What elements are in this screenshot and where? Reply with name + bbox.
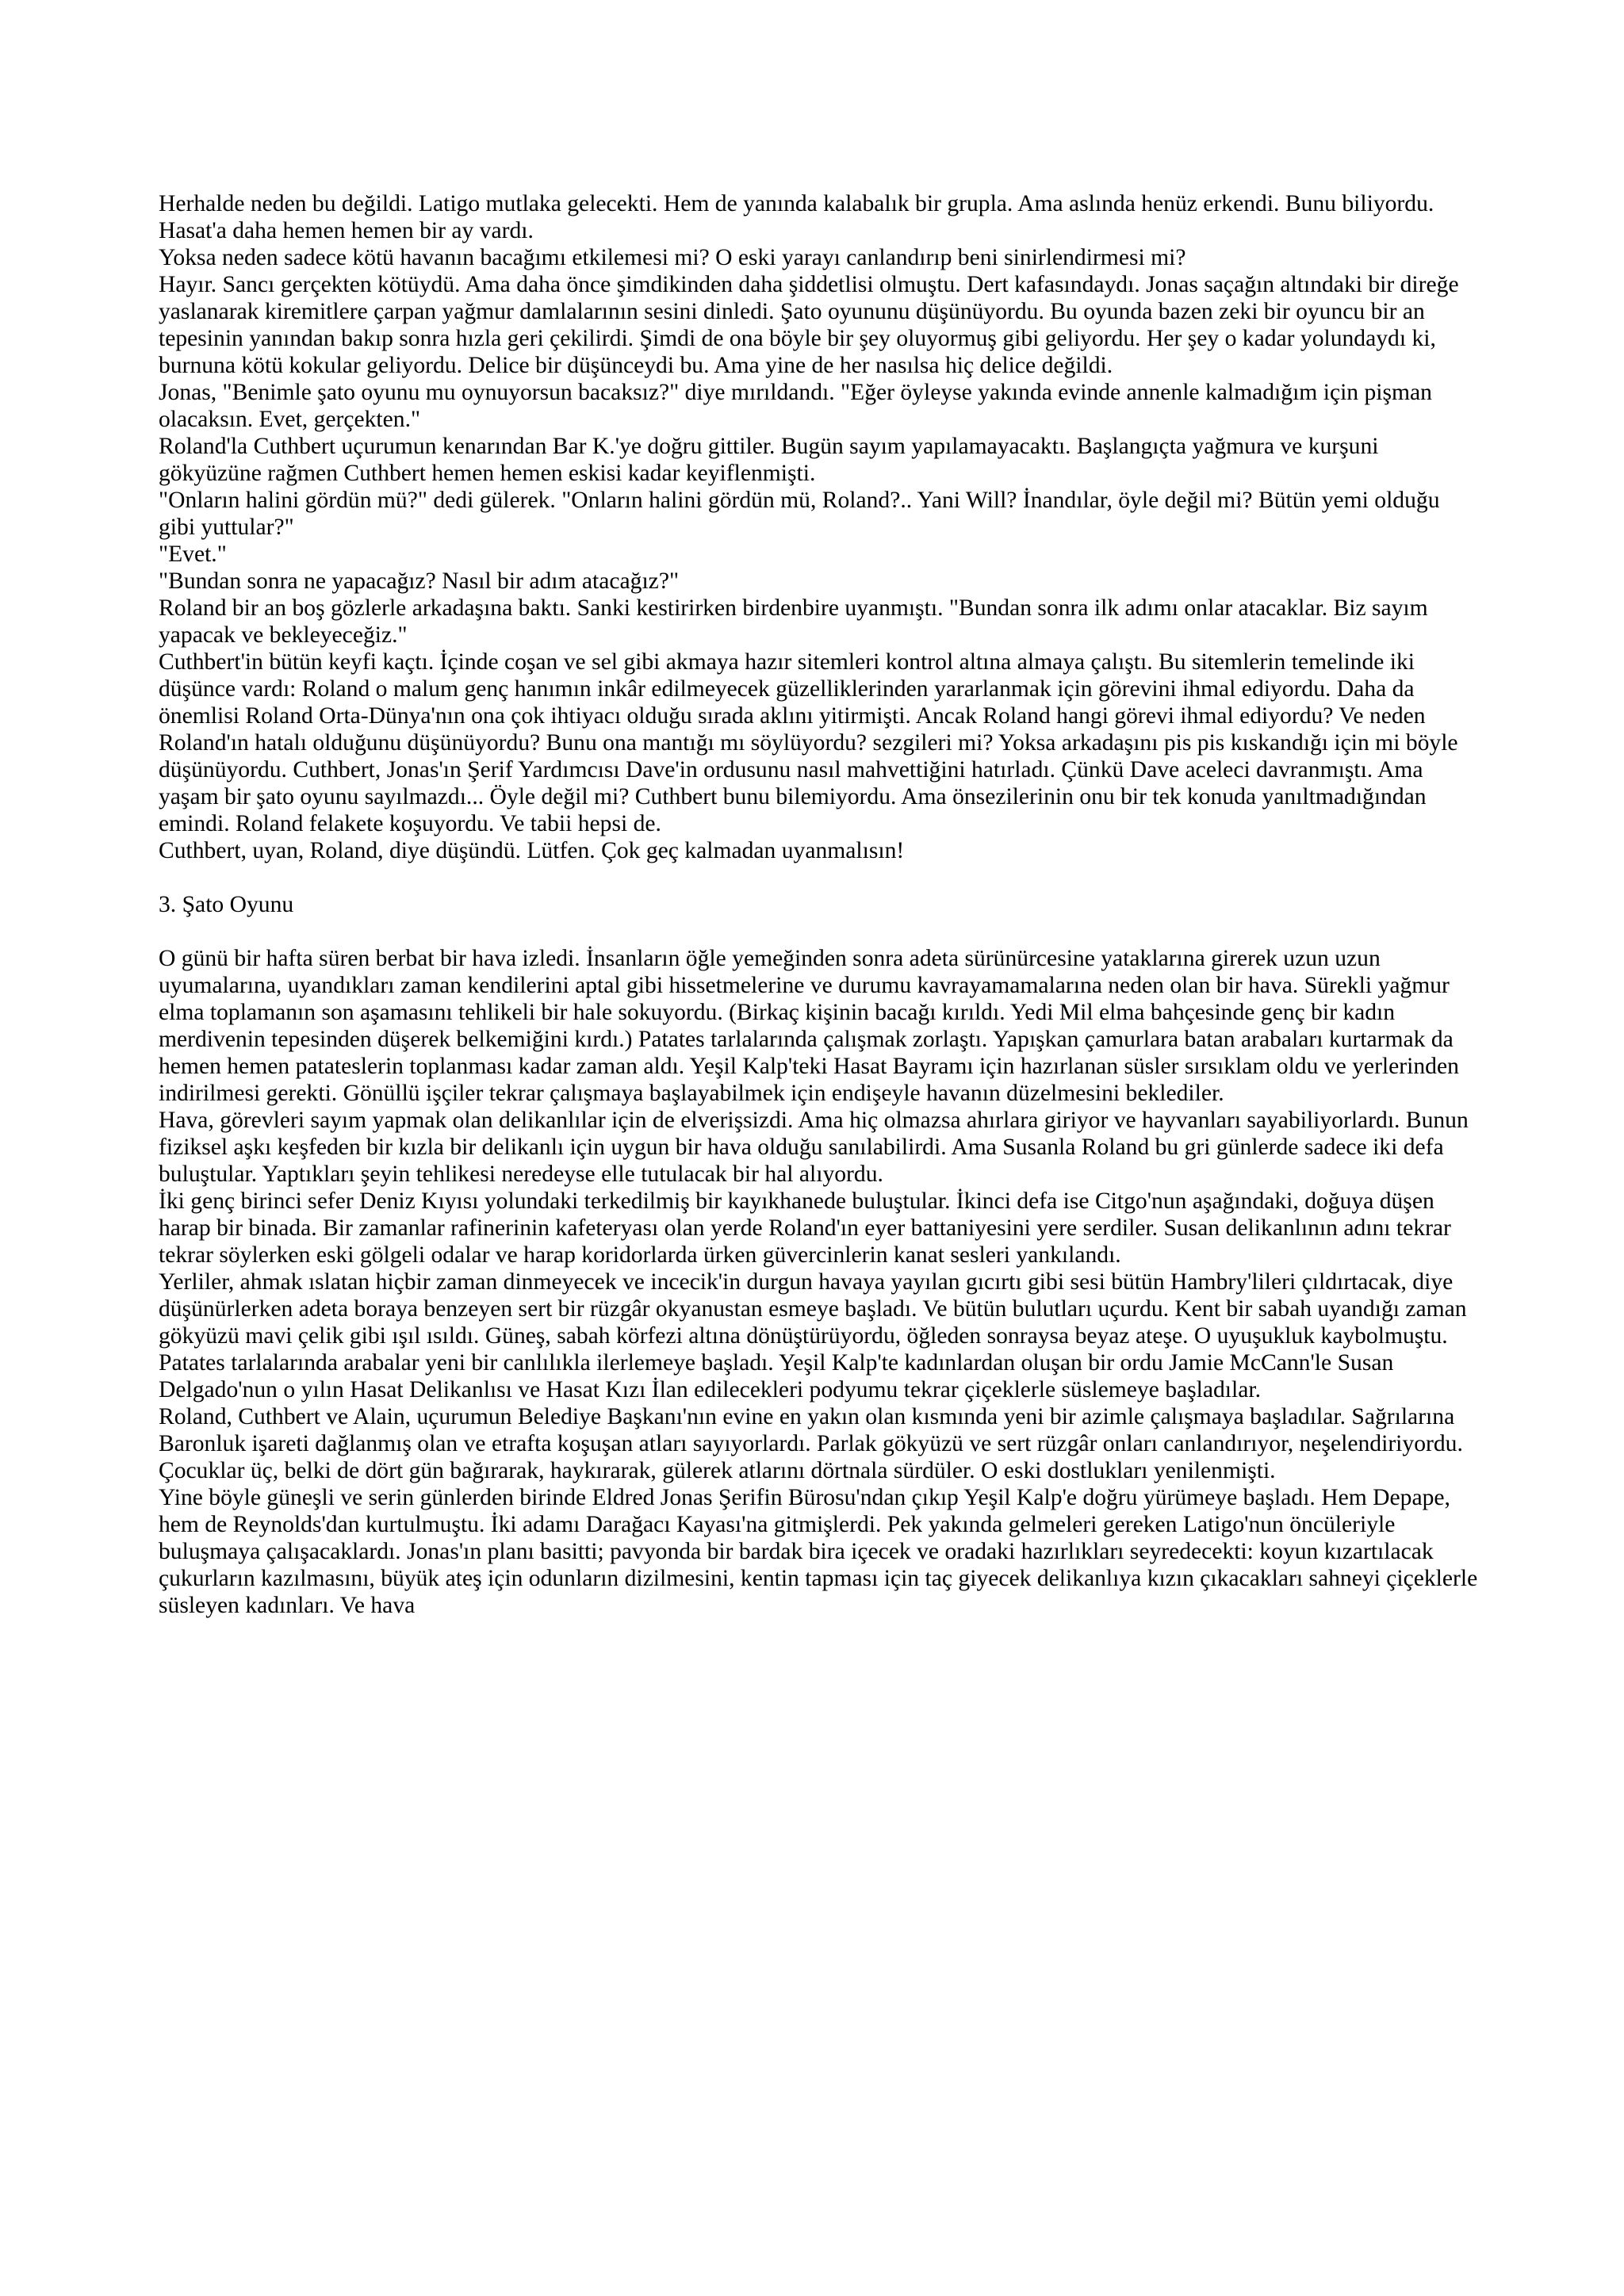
document-page: [159, 190, 1479, 1619]
paragraph: Roland'la Cuthbert uçurumun kenarından Bar K.'ye doğru gittiler. Bugün sayım yapılamayacaktı. Başlangıçta yağmura ve kurşuni gökyüzüne rağmen Cuthbert hemen hemen eskisi kadar keyiflenmişti.: [159, 434, 1379, 486]
paragraph: Hayır. Sancı gerçekten kötüydü. Ama daha önce şimdikinden daha şiddetlisi olmuştu. Dert kafasındaydı. Jonas saçağın altındaki bir direğe yaslanarak kiremitlere çarpan yağmur damlalarının sesini dinledi. Şato oyununu düşünüyordu. Bu oyunda bazen zeki bir oyuncu bir an tepesinin yanından bakıp sonra hızla geri çekilirdi. Şimdi de ona böyle bir şey oluyormuş gibi geliyordu. Her şey o kadar yolundaydı ki, burnuna kötü kokular geliyordu. Delice bir düşünceydi bu. Ama yine de her nasılsa hiç delice değildi.: [159, 272, 1459, 378]
blank-line: [159, 918, 1479, 945]
chapter-title: 3. Şato Oyunu: [159, 892, 294, 917]
paragraph: "Onların halini gördün mü?" dedi gülerek. "Onların halini gördün mü, Roland?.. Yani Will? İnandılar, öyle değil mi? Bütün yemi olduğu gibi yuttular?": [159, 488, 1440, 540]
paragraph: Hava, görevleri sayım yapmak olan delikanlılar için de elverişsizdi. Ama hiç olmazsa ahırlara giriyor ve hayvanları sayabiliyorlardı. Bunun fiziksel aşkı keşfeden bir kızla bir delikanlı için uygun bir hava olduğu sanılabilirdi. Ama Susanla Roland bu gri günlerde sadece iki defa buluştular. Yaptıkları şeyin tehlikesi neredeyse elle tutulacak bir hal alıyordu.: [159, 1108, 1469, 1187]
paragraph: Herhalde neden bu değildi. Latigo mutlaka gelecekti. Hem de yanında kalabalık bir grupla. Ama aslında henüz erkendi. Bunu biliyordu. Hasat'a daha hemen hemen bir ay vardı.: [159, 191, 1434, 243]
paragraph: O günü bir hafta süren berbat bir hava izledi. İnsanların öğle yemeğinden sonra adeta sürünürcesine yataklarına girerek uzun uzun uyumalarına, uyandıkları zaman kendilerini aptal gibi hissetmelerine ve durumu kavrayamamalarına neden olan bir hava. Sürekli yağmur elma toplamanın son aşamasını tehlikeli bir hale sokuyordu. (Birkaç kişinin bacağı kırıldı. Yedi Mil elma bahçesinde genç bir kadın merdivenin tepesinden düşerek belkemiğini kırdı.) Patates tarlalarında çalışmak zorlaştı. Yapışkan çamurlara batan arabaları kurtarmak da hemen hemen patateslerin toplanması kadar zaman aldı. Yeşil Kalp'teki Hasat Bayramı için hazırlanan süsler sırsıklam oldu ve yerlerinden indirilmesi gerekti. Gönüllü işçiler tekrar çalışmaya başlayabilmek için endişeyle havanın düzelmesini beklediler.: [159, 946, 1459, 1106]
paragraph: "Evet.": [159, 541, 227, 567]
paragraph: İki genç birinci sefer Deniz Kıyısı yolundaki terkedilmiş bir kayıkhanede buluştular. İkinci defa ise Citgo'nun aşağındaki, doğuya düşen harap bir binada. Bir zamanlar rafinerinin kafeteryası olan yerde Roland'ın eyer battaniyesini yere serdiler. Susan delikanlının adını tekrar tekrar söylerken eski gölgeli odalar ve harap koridorlarda ürken güvercinlerin kanat sesleri yankılandı.: [159, 1188, 1451, 1268]
blank-line: [159, 864, 1479, 891]
paragraph: Roland bir an boş gözlerle arkadaşına baktı. Sanki kestirirken birdenbire uyanmıştı. "Bundan sonra ilk adımı onlar atacaklar. Biz sayım yapacak ve bekleyeceğiz.": [159, 595, 1428, 648]
paragraph: Yine böyle güneşli ve serin günlerden birinde Eldred Jonas Şerifin Bürosu'ndan çıkıp Yeşil Kalp'e doğru yürümeye başladı. Hem Depape, hem de Reynolds'dan kurtulmuştu. İki adamı Darağacı Kayası'na gitmişlerdi. Pek yakında gelmeleri gereken Latigo'nun öncüleriyle buluşmaya çalışacaklardı. Jonas'ın planı basitti; pavyonda bir bardak bira içecek ve oradaki hazırlıkları seyredecekti: koyun kızartılacak çukurların kazılmasını, büyük ateş için odunların dizilmesini, kentin tapması için taç giyecek delikanlıya kızın çıkacakları sahneyi çiçeklerle süsleyen kadınları. Ve hava: [159, 1485, 1478, 1618]
paragraph: Cuthbert, uyan, Roland, diye düşündü. Lütfen. Çok geç kalmadan uyanmalısın!: [159, 838, 905, 863]
paragraph: Roland, Cuthbert ve Alain, uçurumun Belediye Başkanı'nın evine en yakın olan kısmında yeni bir azimle çalışmaya başladılar. Sağrılarına Baronluk işareti dağlanmış olan ve etrafta koşuşan atları sayıyorlardı. Parlak gökyüzü ve sert rüzgâr onları canlandırıyor, neşelendiriyordu. Çocuklar üç, belki de dört gün bağırarak, haykırarak, gülerek atlarını dörtnala sürdüler. O eski dostlukları yenilenmişti.: [159, 1404, 1463, 1483]
paragraph: Jonas, "Benimle şato oyunu mu oynuyorsun bacaksız?" diye mırıldandı. "Eğer öyleyse yakında evinde annenle kalmadığım için pişman olacaksın. Evet, gerçekten.": [159, 380, 1432, 432]
paragraph: Cuthbert'in bütün keyfi kaçtı. İçinde coşan ve sel gibi akmaya hazır sitemleri kontrol altına almaya çalıştı. Bu sitemlerin temelinde iki düşünce vardı: Roland o malum genç hanımın inkâr edilmeyecek güzelliklerinden yararlanmak için görevini ihmal ediyordu. Daha da önemlisi Roland Orta-Dünya'nın ona çok ihtiyacı olduğu sırada aklını yitirmişti. Ancak Roland hangi görevi ihmal ediyordu? Ve neden Roland'ın hatalı olduğunu düşünüyordu? Bunu ona mantığı mı söylüyordu? sezgileri mi? Yoksa arkadaşını pis pis kıskandığı için mi böyle düşünüyordu. Cuthbert, Jonas'ın Şerif Yardımcısı Dave'in ordusunu nasıl mahvettiğini hatırladı. Çünkü Dave aceleci davranmıştı. Ama yaşam bir şato oyunu sayılmazdı... Öyle değil mi? Cuthbert bunu bilemiyordu. Ama önsezilerinin onu bir tek konuda yanıltmadığından emindi. Roland felakete koşuyordu. Ve tabii hepsi de.: [159, 649, 1458, 836]
paragraph: Yerliler, ahmak ıslatan hiçbir zaman dinmeyecek ve incecik'in durgun havaya yayılan gıcırtı gibi sesi bütün Hambry'lileri çıldırtacak, diye düşünürlerken adeta boraya benzeyen sert bir rüzgâr okyanustan esmeye başladı. Ve bütün bulutları uçurdu. Kent bir sabah uyandığı zaman gökyüzü mavi çelik gibi ışıl ısıldı. Güneş, sabah körfezi altına dönüştürüyordu, öğleden sonraysa beyaz ateşe. O uyuşukluk kaybolmuştu. Patates tarlalarında arabalar yeni bir canlılıkla ilerlemeye başladı. Yeşil Kalp'te kadınlardan oluşan bir ordu Jamie McCann'le Susan Delgado'nun o yılın Hasat Delikanlısı ve Hasat Kızı İlan edilecekleri podyumu tekrar çiçeklerle süslemeye başladılar.: [159, 1269, 1467, 1402]
paragraph: "Bundan sonra ne yapacağız? Nasıl bir adım atacağız?": [159, 568, 680, 594]
paragraph: Yoksa neden sadece kötü havanın bacağımı etkilemesi mi? O eski yarayı canlandırıp beni sinirlendirmesi mi?: [159, 245, 1186, 270]
